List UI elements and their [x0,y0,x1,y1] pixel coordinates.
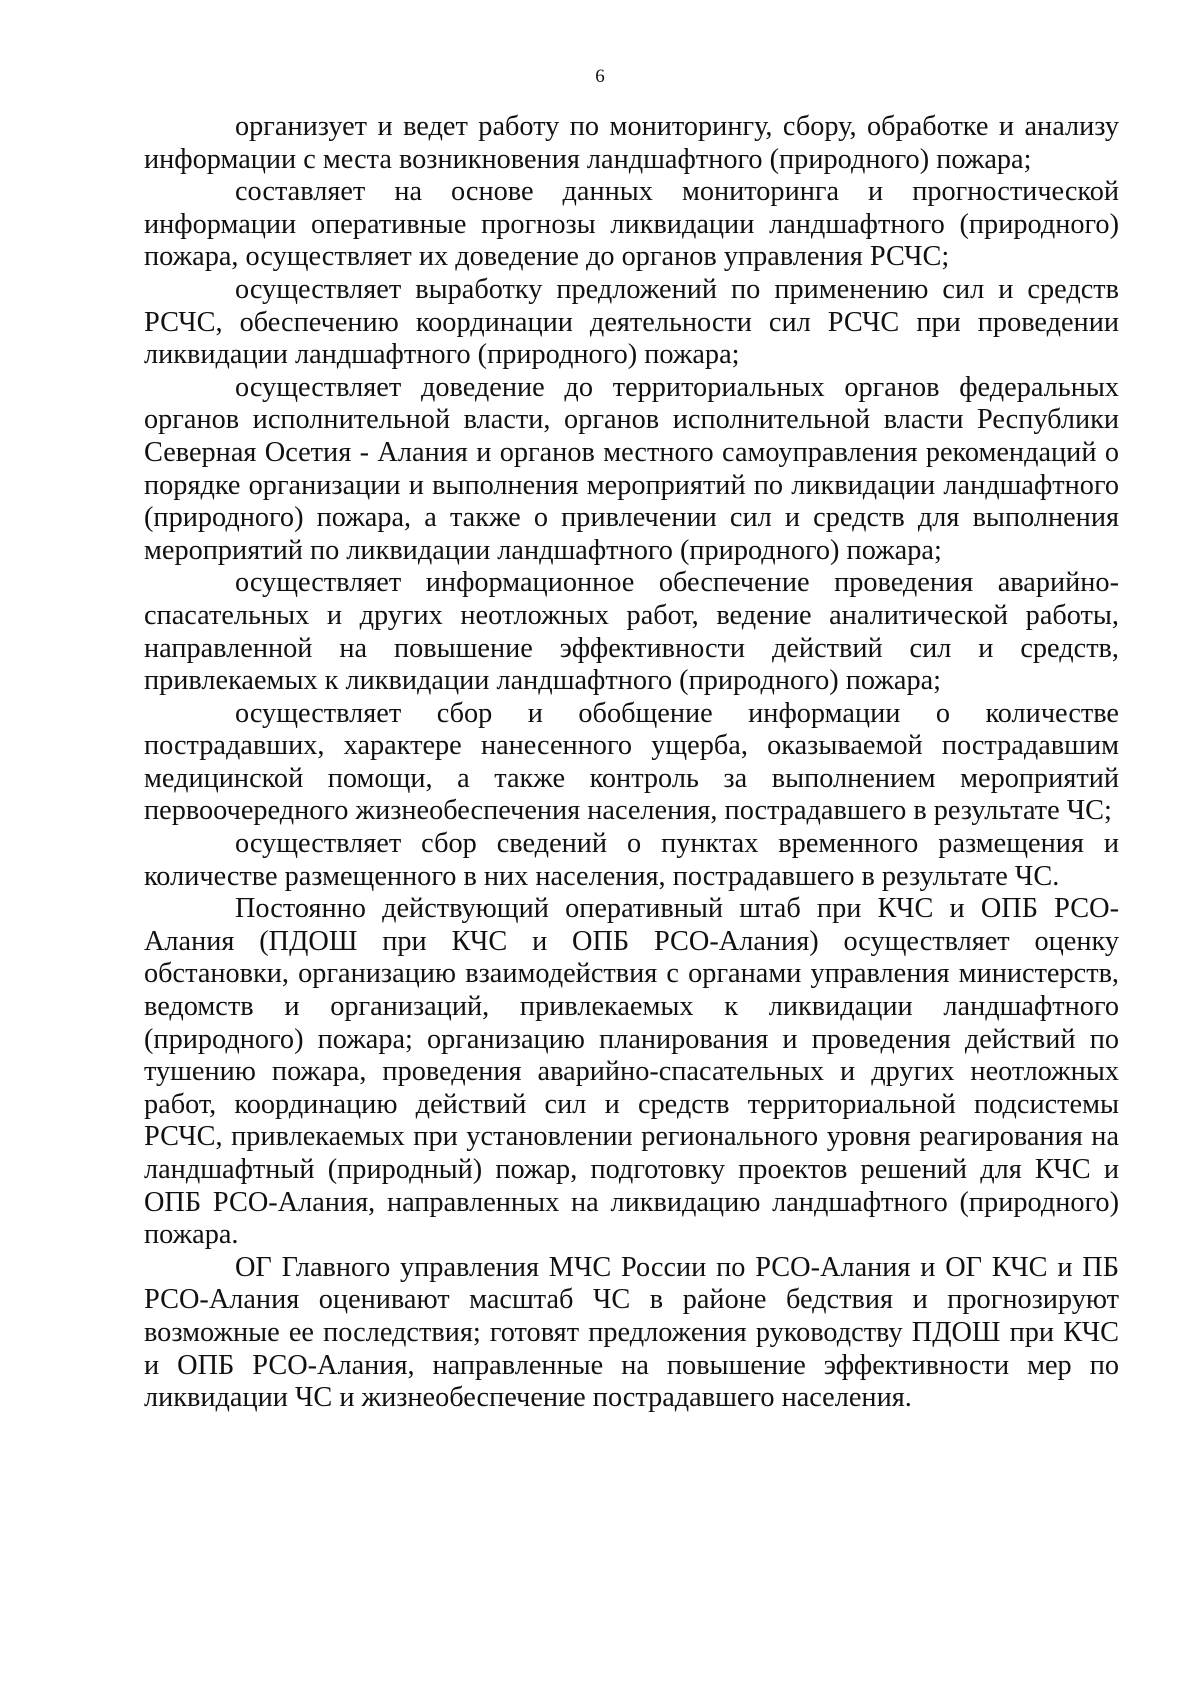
paragraph: организует и ведет работу по мониторингу, сбору, обработке и анализу информации с места возникновения ландшафтного (природного) пожара; [144,111,1119,175]
document-body [144,111,1119,1415]
paragraph: осуществляет сбор сведений о пунктах временного размещения и количестве размещенного в них населения, пострадавшего в результате ЧС. [144,828,1119,892]
paragraph: составляет на основе данных мониторинга и прогностической информации оперативные прогнозы ликвидации ландшафтного (природного) пожара, осуществляет их доведение до органов управления РСЧС; [144,176,1119,273]
paragraph: осуществляет сбор и обобщение информации о количестве пострадавших, характере нанесенного ущерба, оказываемой пострадавшим медицинской помощи, а также контроль за выполнением мероприятий первоочередного жизнеобеспечения населения, пострадавшего в результате ЧС; [144,697,1119,827]
page-number: 6 [595,66,605,87]
paragraph: ОГ Главного управления МЧС России по РСО-Алания и ОГ КЧС и ПБ РСО-Алания оценивают масштаб ЧС в районе бедствия и прогнозируют возможные ее последствия; готовят предложения руководству ПДОШ при КЧС и ОПБ РСО-Алания, направленные на повышение эффективности мер по ликвидации ЧС и жизнеобеспечение пострадавшего населения. [144,1251,1119,1414]
paragraph: осуществляет выработку предложений по применению сил и средств РСЧС, обеспечению координации деятельности сил РСЧС при проведении ликвидации ландшафтного (природного) пожара; [144,273,1119,371]
paragraph: осуществляет доведение до территориальных органов федеральных органов исполнительной власти, органов исполнительной власти Республики Северная Осетия - Алания и органов местного самоуправления рекомендаций о порядке организации и выполнения мероприятий по ликвидации ландшафтного (природного) пожара, а также о привлечении сил и средств для выполнения мероприятий по ликвидации ландшафтного (природного) пожара; [144,371,1119,566]
paragraph: осуществляет информационное обеспечение проведения аварийно-спасательных и других неотложных работ, ведение аналитической работы, направленной на повышение эффективности действий сил и средств, привлекаемых к ликвидации ландшафтного (природного) пожара; [144,567,1119,697]
paragraph: Постоянно действующий оперативный штаб при КЧС и ОПБ РСО-Алания (ПДОШ при КЧС и ОПБ РСО-Алания) осуществляет оценку обстановки, организацию взаимодействия с органами управления министерств, ведомств и организаций, привлекаемых к ликвидации ландшафтного (природного) пожара; организацию планирования и проведения действий по тушению пожара, проведения аварийно-спасательных и других неотложных работ, координацию действий сил и средств территориальной подсистемы РСЧС, привлекаемых при установлении регионального уровня реагирования на ландшафтный (природный) пожар, подготовку проектов решений для КЧС и ОПБ РСО-Алания, направленных на ликвидацию ландшафтного (природного) пожара. [144,893,1119,1251]
